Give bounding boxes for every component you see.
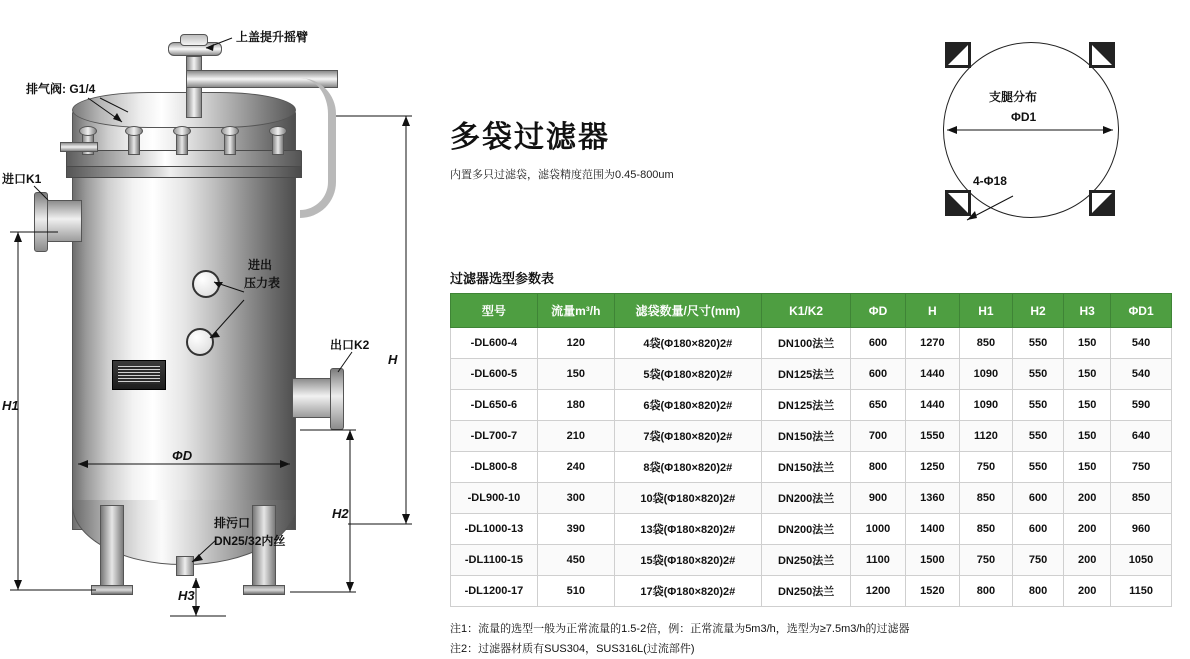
- cell-phid: 1100: [851, 545, 905, 576]
- col-phid1: ΦD1: [1111, 294, 1172, 328]
- inlet-flange: [34, 192, 48, 252]
- cell-flow: 210: [537, 421, 614, 452]
- nameplate: [112, 360, 166, 390]
- vent-valve: [60, 142, 98, 152]
- col-h1: H1: [960, 294, 1013, 328]
- cell-k1k2: DN250法兰: [761, 545, 850, 576]
- title-block: [450, 112, 780, 182]
- cell-k1k2: DN125法兰: [761, 359, 850, 390]
- leg-plan-diameter: ΦD1: [1011, 110, 1037, 124]
- cell-bags: 7袋(Φ180×820)2#: [614, 421, 761, 452]
- spec-table-caption: 过滤器选型参数表: [450, 271, 555, 286]
- cell-h2: 550: [1012, 359, 1064, 390]
- vessel-top-head: [72, 92, 296, 128]
- cell-flow: 390: [537, 514, 614, 545]
- table-row: [451, 390, 1172, 421]
- outlet-flange: [330, 368, 344, 430]
- table-row: [451, 483, 1172, 514]
- col-k1k2: K1/K2: [761, 294, 850, 328]
- cell-phid: 800: [851, 452, 905, 483]
- cell-flow: 450: [537, 545, 614, 576]
- cell-flow: 240: [537, 452, 614, 483]
- label-gauge-line2: 压力表: [244, 276, 281, 290]
- cell-h2: 550: [1012, 328, 1064, 359]
- cell-h: 1270: [905, 328, 959, 359]
- cell-h: 1360: [905, 483, 959, 514]
- cell-h: 1440: [905, 390, 959, 421]
- cell-h2: 600: [1012, 483, 1064, 514]
- dim-H3: H3: [178, 588, 195, 603]
- cell-h1: 800: [960, 576, 1013, 607]
- support-foot-right: [243, 585, 285, 595]
- cell-k1k2: DN100法兰: [761, 328, 850, 359]
- cell-model: -DL1000-13: [451, 514, 538, 545]
- table-row: [451, 545, 1172, 576]
- cell-phid: 650: [851, 390, 905, 421]
- cell-h1: 850: [960, 483, 1013, 514]
- cell-bags: 5袋(Φ180×820)2#: [614, 359, 761, 390]
- cell-model: -DL700-7: [451, 421, 538, 452]
- cell-phid1: 850: [1111, 483, 1172, 514]
- cell-phid1: 960: [1111, 514, 1172, 545]
- label-inlet: 进口K1: [2, 172, 42, 186]
- cell-phid1: 540: [1111, 359, 1172, 390]
- cell-flow: 300: [537, 483, 614, 514]
- col-flow: 流量m³/h: [537, 294, 614, 328]
- cell-h1: 850: [960, 328, 1013, 359]
- table-row: [451, 514, 1172, 545]
- cell-h: 1440: [905, 359, 959, 390]
- lift-arm-cap: [180, 34, 208, 46]
- cell-h1: 1090: [960, 390, 1013, 421]
- leg-plan-holes: 4-Φ18: [973, 174, 1007, 188]
- dim-PhiD: ΦD: [172, 448, 193, 463]
- table-notes: [450, 619, 1172, 659]
- leg-plan-title: 支腿分布: [989, 90, 1038, 104]
- table-row: [451, 328, 1172, 359]
- cell-flow: 180: [537, 390, 614, 421]
- pressure-gauge-port-lower: [186, 328, 214, 356]
- table-header-row: [451, 294, 1172, 328]
- support-leg-left: [100, 505, 124, 587]
- cell-model: -DL1100-15: [451, 545, 538, 576]
- cell-h: 1400: [905, 514, 959, 545]
- pressure-gauge-port-upper: [192, 270, 220, 298]
- spec-table-section: [450, 268, 1172, 659]
- col-model: 型号: [451, 294, 538, 328]
- cell-model: -DL600-4: [451, 328, 538, 359]
- col-h2: H2: [1012, 294, 1064, 328]
- cell-h: 1520: [905, 576, 959, 607]
- cell-h: 1550: [905, 421, 959, 452]
- cell-h3: 150: [1064, 328, 1111, 359]
- cell-model: -DL1200-17: [451, 576, 538, 607]
- cell-h3: 150: [1064, 452, 1111, 483]
- cell-h1: 750: [960, 545, 1013, 576]
- table-row: [451, 576, 1172, 607]
- clamp-bolt: [224, 131, 236, 155]
- leg-layout-diagram: [905, 24, 1155, 274]
- cell-h2: 750: [1012, 545, 1064, 576]
- table-row: [451, 421, 1172, 452]
- spec-table: [450, 293, 1172, 607]
- dim-H2: H2: [332, 506, 349, 521]
- cell-model: -DL650-6: [451, 390, 538, 421]
- cell-h2: 550: [1012, 421, 1064, 452]
- note-2: 注2：过滤器材质有SUS304，SUS316L(过流部件): [450, 643, 695, 655]
- support-foot-left: [91, 585, 133, 595]
- cell-model: -DL600-5: [451, 359, 538, 390]
- cell-bags: 4袋(Φ180×820)2#: [614, 328, 761, 359]
- cell-h2: 550: [1012, 452, 1064, 483]
- cell-h2: 600: [1012, 514, 1064, 545]
- cell-h1: 750: [960, 452, 1013, 483]
- cell-h2: 550: [1012, 390, 1064, 421]
- col-phid: ΦD: [851, 294, 905, 328]
- leg-plan-dimension-lines: [905, 24, 1155, 274]
- cell-flow: 120: [537, 328, 614, 359]
- dim-H: H: [388, 352, 398, 367]
- label-lift-arm: 上盖提升摇臂: [236, 30, 309, 44]
- clamp-bolt: [128, 131, 140, 155]
- col-bags: 滤袋数量/尺寸(mm): [614, 294, 761, 328]
- cell-h2: 800: [1012, 576, 1064, 607]
- table-row: [451, 359, 1172, 390]
- cell-k1k2: DN125法兰: [761, 390, 850, 421]
- lid-flange-lower: [66, 166, 302, 178]
- cell-phid: 900: [851, 483, 905, 514]
- page-subtitle: 内置多只过滤袋，滤袋精度范围为0.45-800um: [450, 169, 674, 181]
- cell-k1k2: DN150法兰: [761, 421, 850, 452]
- filter-vessel-drawing: [0, 0, 440, 657]
- cell-phid1: 640: [1111, 421, 1172, 452]
- lift-arm-elbow: [300, 78, 336, 218]
- cell-bags: 6袋(Φ180×820)2#: [614, 390, 761, 421]
- label-drain-line2: DN25/32内丝: [214, 534, 286, 548]
- cell-phid1: 1050: [1111, 545, 1172, 576]
- cell-k1k2: DN250法兰: [761, 576, 850, 607]
- cell-bags: 13袋(Φ180×820)2#: [614, 514, 761, 545]
- cell-phid: 600: [851, 359, 905, 390]
- table-row: [451, 452, 1172, 483]
- col-h3: H3: [1064, 294, 1111, 328]
- cell-model: -DL900-10: [451, 483, 538, 514]
- cell-phid1: 540: [1111, 328, 1172, 359]
- note-1: 注1：流量的选型一般为正常流量的1.5-2倍，例：正常流量为5m3/h，选型为≥7.5m3/h的过滤器: [450, 623, 910, 635]
- cell-h3: 200: [1064, 514, 1111, 545]
- cell-phid: 1200: [851, 576, 905, 607]
- cell-h3: 150: [1064, 359, 1111, 390]
- label-gauge-line1: 进出: [248, 258, 273, 272]
- cell-h: 1250: [905, 452, 959, 483]
- cell-phid: 600: [851, 328, 905, 359]
- page-title: 多袋过滤器: [450, 121, 610, 154]
- cell-h3: 150: [1064, 421, 1111, 452]
- cell-k1k2: DN150法兰: [761, 452, 850, 483]
- cell-h3: 200: [1064, 483, 1111, 514]
- cell-phid1: 750: [1111, 452, 1172, 483]
- col-h: H: [905, 294, 959, 328]
- cell-h1: 850: [960, 514, 1013, 545]
- cell-h3: 150: [1064, 390, 1111, 421]
- label-vent-valve: 排气阀: G1/4: [26, 82, 96, 96]
- cell-bags: 10袋(Φ180×820)2#: [614, 483, 761, 514]
- clamp-bolt: [176, 131, 188, 155]
- cell-phid: 1000: [851, 514, 905, 545]
- dim-H1: H1: [2, 398, 19, 413]
- label-outlet: 出口K2: [330, 338, 370, 352]
- cell-bags: 17袋(Φ180×820)2#: [614, 576, 761, 607]
- cell-bags: 8袋(Φ180×820)2#: [614, 452, 761, 483]
- cell-flow: 150: [537, 359, 614, 390]
- cell-h1: 1090: [960, 359, 1013, 390]
- cell-k1k2: DN200法兰: [761, 514, 850, 545]
- table-body: [451, 328, 1172, 607]
- label-drain-line1: 排污口: [214, 516, 251, 530]
- cell-flow: 510: [537, 576, 614, 607]
- cell-h3: 200: [1064, 545, 1111, 576]
- cell-h1: 1120: [960, 421, 1013, 452]
- cell-h3: 200: [1064, 576, 1111, 607]
- cell-phid1: 1150: [1111, 576, 1172, 607]
- cell-h: 1500: [905, 545, 959, 576]
- clamp-bolt: [272, 131, 284, 155]
- cell-model: -DL800-8: [451, 452, 538, 483]
- cell-phid: 700: [851, 421, 905, 452]
- cell-bags: 15袋(Φ180×820)2#: [614, 545, 761, 576]
- drain-port: [176, 556, 194, 576]
- cell-k1k2: DN200法兰: [761, 483, 850, 514]
- cell-phid1: 590: [1111, 390, 1172, 421]
